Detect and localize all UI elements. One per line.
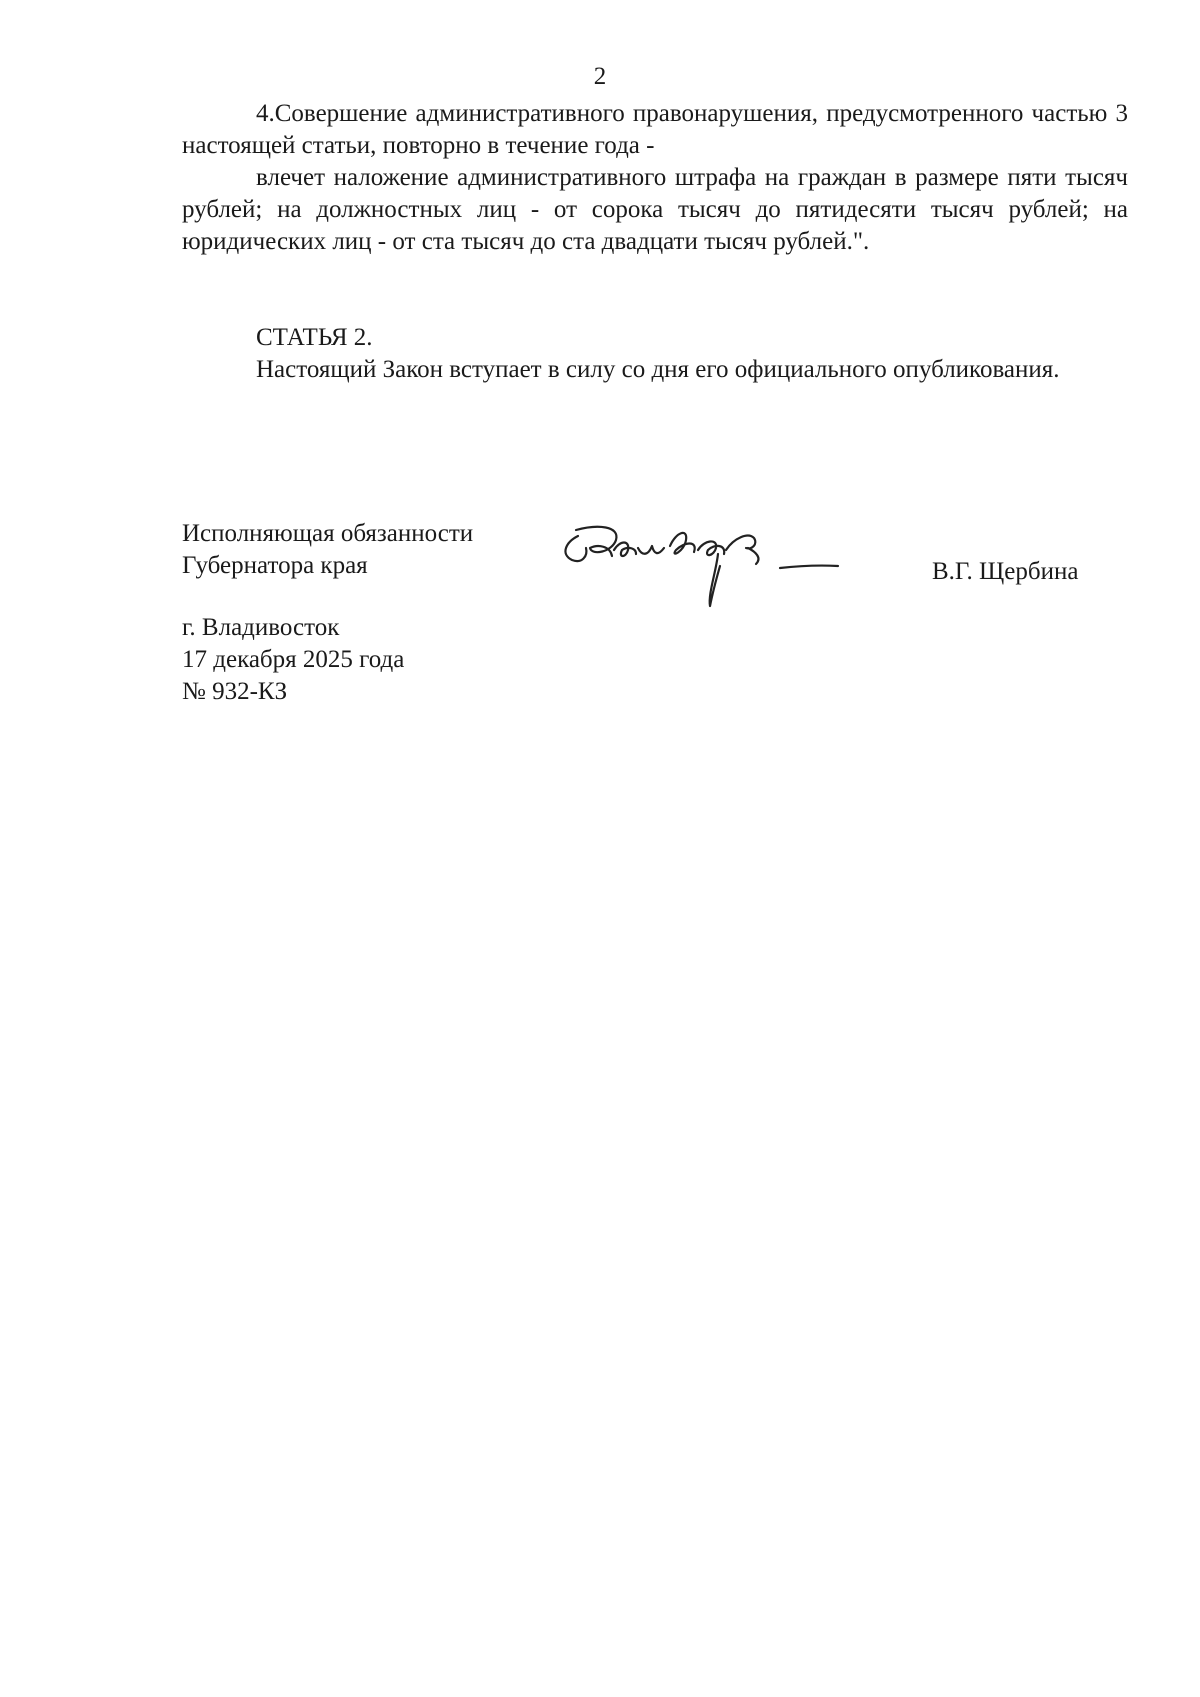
signatory-title-line-2: Губернатора края xyxy=(182,552,368,579)
article-2-text: Настоящий Закон вступает в силу со дня его официального опубликования. xyxy=(256,356,1060,383)
article-2 xyxy=(182,322,1128,386)
article-1-continuation xyxy=(182,98,1128,258)
issue-details xyxy=(182,612,404,708)
signatory-title xyxy=(182,518,473,582)
page-number: 2 xyxy=(593,63,607,90)
handwritten-signature xyxy=(558,510,878,625)
penalty-paragraph: влечет наложение административного штрафа на граждан в размере пяти тысяч рублей; на должностных лиц - от сорока тысяч до пятидесяти тысяч рублей; на юридических лиц - от ста тысяч до ста двадцати тысяч рублей.". xyxy=(182,164,1128,255)
article-2-heading: СТАТЬЯ 2. xyxy=(256,324,373,351)
signatory-name: В.Г. Щербина xyxy=(932,558,1079,585)
issue-place: г. Владивосток xyxy=(182,614,340,641)
issue-number: № 932-КЗ xyxy=(182,678,288,705)
paragraph-4: 4.Совершение административного правонарушения, предусмотренного частью 3 настоящей статьи, повторно в течение года - xyxy=(182,100,1128,159)
issue-date: 17 декабря 2025 года xyxy=(182,646,405,673)
signatory-title-line-1: Исполняющая обязанности xyxy=(182,520,474,547)
